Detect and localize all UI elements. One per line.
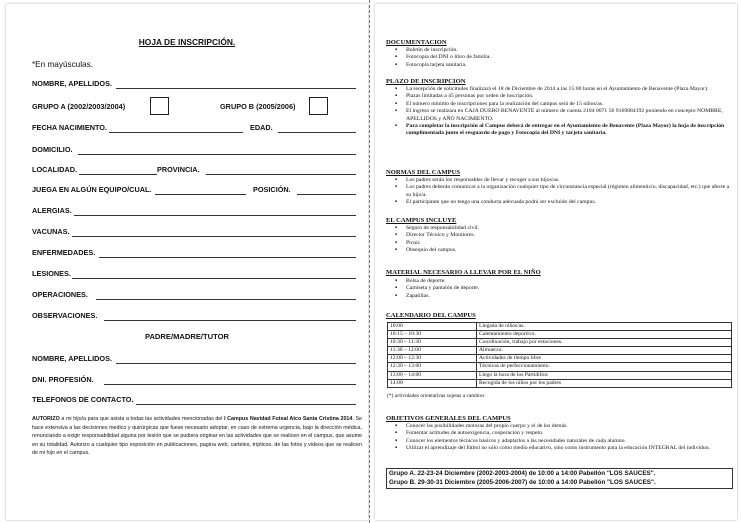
grupo-b-label: GRUPO B (2005/2006) <box>220 102 296 111</box>
list-item: ▪ Obsequio del campus. <box>395 247 730 254</box>
table-row <box>388 363 732 371</box>
enfermedades-field[interactable] <box>99 257 356 258</box>
schedule-activity: Técnicas de perfeccionamiento. <box>477 363 732 371</box>
posicion-label: POSICIÓN. <box>253 185 291 194</box>
enfermedades-label: ENFERMEDADES. <box>32 248 96 257</box>
tutor-nombre-field[interactable] <box>116 363 356 364</box>
operaciones-field[interactable] <box>96 299 356 300</box>
list-item: ▪ Seguro de responsabilidad civil. <box>395 225 730 232</box>
operaciones-label: OPERACIONES. <box>32 290 88 299</box>
fecha-field[interactable] <box>109 132 243 133</box>
objetivos-list <box>395 423 730 453</box>
list-item: ▪ El número mínimo de inscripciones para la realización del campus será de 15 niños/as. <box>395 101 730 108</box>
list-item: ▪ El ingreso se realizara en CAJA DUERO BENAVENTE al número de cuenta 2104 0071 56 9169084192 poniendo en concepto NOMBRE, APELLIDOS y AÑO NACIMIENTO. <box>395 108 730 123</box>
auth-campus-name: I Campus Navidad Futsal Atco Santa Cristina 2014 <box>224 416 353 422</box>
observaciones-field[interactable] <box>104 320 356 321</box>
table-row <box>388 323 732 331</box>
auth-lead: AUTORIZO <box>32 416 60 422</box>
info-page <box>375 4 737 520</box>
vacunas-label: VACUNAS. <box>32 227 70 236</box>
objetivos-title: OBJETIVOS GENERALES DEL CAMPUS <box>386 415 511 422</box>
observaciones-label: OBSERVACIONES. <box>32 311 98 320</box>
schedule-time: 10:00 <box>388 323 477 331</box>
grupo-a-checkbox[interactable] <box>150 97 169 115</box>
form-note: *En mayúsculas. <box>32 60 93 69</box>
edad-label: EDAD. <box>250 123 273 132</box>
table-row <box>388 347 732 355</box>
material-list <box>395 278 730 300</box>
profesion-field[interactable] <box>104 384 356 385</box>
list-item: ▪ Los padres deberán comunicar a la organización cualquier tipo de circunstancia especial (régimen alimenticio, discapacidad, etc.) que afecte a su hijo/a. <box>395 184 730 199</box>
alergias-field[interactable] <box>74 215 356 216</box>
normas-title: NORMAS DEL CAMPUS <box>386 169 460 176</box>
schedule-activity: Calentamiento deportivo. <box>477 331 732 339</box>
schedule-time: 12:00 – 12:30 <box>388 355 477 363</box>
profesion-label: DNI. PROFESIÓN. <box>32 375 94 384</box>
table-row <box>388 355 732 363</box>
doc-list <box>395 47 730 69</box>
list-item: ▪ Boletín de inscripción. <box>395 47 730 54</box>
schedule-activity: Llegada de niños/as. <box>477 323 732 331</box>
lesiones-field[interactable] <box>72 278 356 279</box>
grupo-a-schedule: Grupo A. 22-23-24 Diciembre (2002-2003-2004) de 10:00 a 14:00 Pabellón "LOS SAUCES". <box>389 470 656 477</box>
juega-field[interactable] <box>155 194 246 195</box>
schedule-time: 13:00 – 14:00 <box>388 371 477 379</box>
registration-form-page <box>6 4 368 520</box>
grupo-a-label: GRUPO A (2002/2003/2004) <box>32 102 126 111</box>
provincia-field[interactable] <box>206 174 356 175</box>
table-row <box>388 379 732 387</box>
tutor-nombre-label: NOMBRE, APELLIDOS. <box>32 354 112 363</box>
fecha-label: FECHA NACIMIENTO. <box>32 123 107 132</box>
grupo-b-checkbox[interactable] <box>309 97 328 115</box>
list-item: ▪ El participante que no tenga una conducta adecuada podrá ser excluido del campus. <box>395 199 730 206</box>
schedule-activity: Recogida de los niños por los padres <box>477 379 732 387</box>
list-item: ▪ Conocer las posibilidades motoras del propio cuerpo y el de los demás. <box>395 423 730 430</box>
schedule-activity: Almuerzo. <box>477 347 732 355</box>
posicion-field[interactable] <box>297 194 356 195</box>
schedule-time: 14:00 <box>388 379 477 387</box>
vacunas-field[interactable] <box>72 236 356 237</box>
list-item: ▪ Camiseta y pantalón de deporte. <box>395 285 730 292</box>
schedule-table <box>387 322 732 388</box>
material-title: MATERIAL NECESARIO A LLEVAR POR EL NIÑO <box>386 269 541 276</box>
schedule-time: 10:30 – 11:30 <box>388 339 477 347</box>
alergias-label: ALERGIAS. <box>32 206 72 215</box>
incluye-list <box>395 225 730 255</box>
edad-field[interactable] <box>278 132 356 133</box>
schedule-note: (*) actividades orientativas sujetas a cambios <box>387 393 485 399</box>
list-item: ▪ Plazas limitadas a 45 personas por orden de inscripción. <box>395 93 730 100</box>
list-item: ▪ Fotocopia tarjeta sanitaria. <box>395 62 730 69</box>
list-item: ▪ Utilizar el aprendizaje del fútbol no sólo como medio educativo, sino como instrumento para la educación INTEGRAL del individuo. <box>395 445 730 452</box>
schedule-time: 11:30 – 12:00 <box>388 347 477 355</box>
schedule-activity: Coordinación, trabajo por estaciones. <box>477 339 732 347</box>
list-item: ▪ Bolsa de deporte. <box>395 278 730 285</box>
list-item: ▪ Picnic <box>395 240 730 247</box>
authorization-paragraph <box>32 415 362 458</box>
telefonos-label: TELEFONOS DE CONTACTO. <box>32 395 134 404</box>
schedule-activity: Llego la hora de los Partidillos <box>477 371 732 379</box>
plazo-list <box>395 86 730 138</box>
lesiones-label: LESIONES. <box>32 269 71 278</box>
incluye-title: EL CAMPUS INCLUYE <box>386 217 457 224</box>
list-item: ▪ La recepción de solicitudes finalizará el 18 de Diciembre de 2014 a las 15:00 horas en el Ayuntamiento de Benavente (Plaza Mayor). <box>395 86 730 93</box>
localidad-field[interactable] <box>79 174 157 175</box>
grupos-box <box>386 468 733 489</box>
form-title: HOJA DE INSCRIPCIÓN. <box>138 37 236 47</box>
tutor-title: PADRE/MADRE/TUTOR <box>144 332 230 341</box>
list-item: ▪ Para completar la inscripción al Campus deberá de entregar en el Ayuntamiento de Benavente (Plaza Mayor) la hoja de inscripción cumplimentada junto el resguardo de pago y Fotocopia del DNI y tarjeta sanitaria. <box>395 123 730 138</box>
table-row <box>388 331 732 339</box>
list-item: ▪ Zapatillas. <box>395 293 730 300</box>
nombre-field[interactable] <box>116 88 356 89</box>
domicilio-label: DOMICILIO. <box>32 145 73 154</box>
normas-list <box>395 177 730 207</box>
list-item: ▪ Los padres serán los responsables de llevar y recoger a sus hijos/as. <box>395 177 730 184</box>
doc-title: DOCUMENTACION <box>386 39 447 46</box>
list-item: ▪ Director Técnico y Monitores. <box>395 232 730 239</box>
schedule-time: 12:30 – 13:00 <box>388 363 477 371</box>
list-item: ▪ Fotocopia del DNI o libro de familia. <box>395 54 730 61</box>
provincia-label: PROVINCIA. <box>157 165 200 174</box>
list-item: ▪ Fomentar actitudes de autoexigencia, cooperación y respeto. <box>395 430 730 437</box>
auth-text-2: . Se hace extensiva a las decisiones medico y quirúrgicas que fuese necesario adoptar, en caso de extrema urgencia, bajo la dirección médica, renunciando a exigir responsabilidad alguna por lesión que se pudiera originar en las actividades que se realicen en el campus, que asume en su totalidad. Autorizo a cualquier tipo exposición en publicaciones, pagina web, carteles, trípticos, de las fotos y videos que se realicen de mi hijo en el campus. <box>32 416 362 457</box>
domicilio-field[interactable] <box>78 154 356 155</box>
schedule-time: 10:15 – 10:30 <box>388 331 477 339</box>
nombre-label: NOMBRE, APELLIDOS. <box>32 79 112 88</box>
fold-divider <box>369 0 373 523</box>
plazo-title: PLAZO DE INSCRIPCION <box>386 78 466 85</box>
schedule-activity: Actividades de tiempo libre <box>477 355 732 363</box>
table-row <box>388 339 732 347</box>
auth-text-1: a mi hijo/a para que asista a todas las actividades mencionadas del <box>59 416 225 422</box>
table-row <box>388 371 732 379</box>
juega-label: JUEGA EN ALGÚN EQUIPO/CUAL. <box>32 185 152 194</box>
calendario-title: CALENDARIO DEL CAMPUS <box>386 312 476 319</box>
list-item: ▪ Conocer los elementos técnicos básicos y adaptarlos a las necesidades naturales de cada alumno. <box>395 438 730 445</box>
telefonos-field[interactable] <box>136 404 356 405</box>
localidad-label: LOCALIDAD. <box>32 165 77 174</box>
grupo-b-schedule: Grupo B. 29-30-31 Diciembre (2005-2006-2007) de 10:00 a 14:00 Pabellón "LOS SAUCES". <box>389 478 656 486</box>
